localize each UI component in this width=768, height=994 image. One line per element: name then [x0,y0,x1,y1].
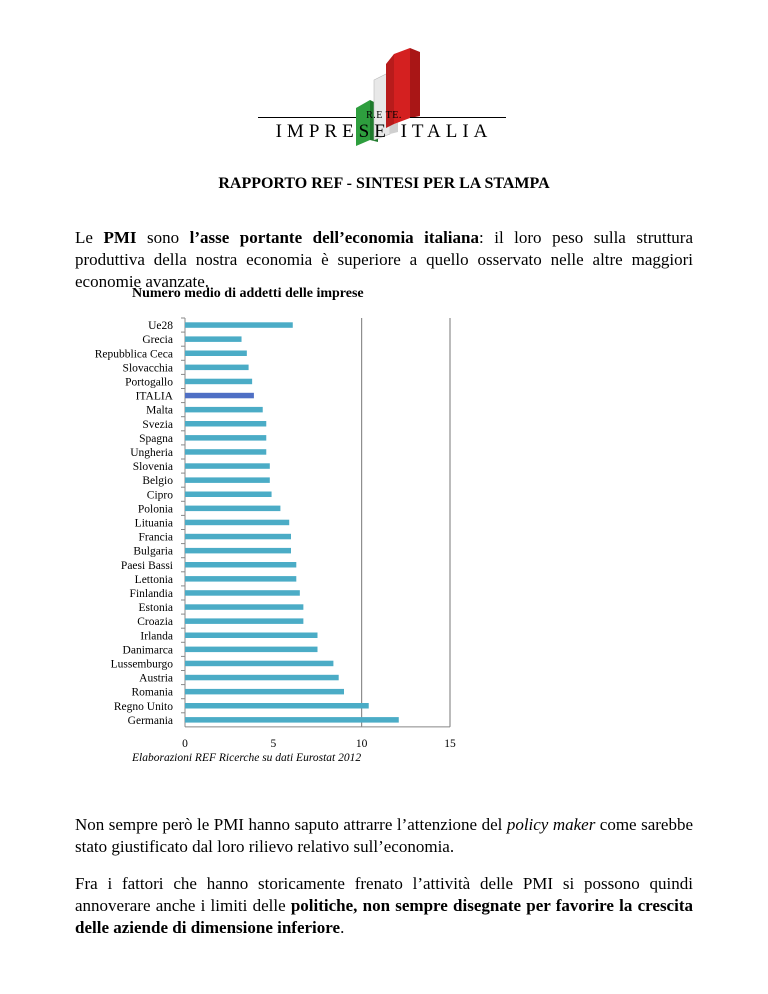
x-tick-label: 10 [355,737,368,750]
paragraph-politiche: Fra i fattori che hanno storicamente frenato l’attività delle PMI si possono quindi annoverare anche i limiti delle politiche, non sempre disegnate per favorire la crescita delle aziende di dimensione inferiore. [75,874,693,937]
document-title: RAPPORTO REF - SINTESI PER LA STAMPA [218,175,550,192]
bar-repubblica-ceca [185,351,247,357]
bar-belgio [185,477,270,483]
bar-cipro [185,492,272,498]
logo-name: IMPRESE ITALIA [275,121,493,142]
bar-slovacchia [185,365,249,371]
bar-irlanda [185,633,318,639]
emphasis-asse-portante: l’asse portante dell’economia italiana [189,228,479,247]
x-tick-label: 0 [182,737,188,750]
category-label: Romania [131,686,173,699]
bar-paesi-bassi [185,562,296,568]
bar-slovenia [185,463,270,469]
bar-svezia [185,421,266,427]
category-label: Lettonia [134,573,173,586]
category-label: Belgio [142,475,173,488]
bar-estonia [185,604,303,610]
bar-ue28 [185,322,293,328]
bar-malta [185,407,263,413]
x-tick-label: 15 [444,737,456,750]
chart-caption: Elaborazioni REF Ricerche su dati Eurostat 2012 [132,752,362,764]
category-label: Cipro [146,489,173,502]
category-label: Ungheria [130,446,173,459]
bar-chart [0,300,768,750]
category-label: Portogallo [125,376,173,389]
category-label: Paesi Bassi [120,559,173,572]
category-label: Svezia [142,418,173,431]
emphasis-policy-maker: policy maker [506,815,596,834]
bar-italia [185,393,254,399]
bar-polonia [185,506,280,512]
bar-portogallo [185,379,252,385]
category-label: ITALIA [135,390,173,403]
category-label: Estonia [138,602,173,615]
logo-superscript: R.E TE. [366,110,402,121]
category-label: Polonia [137,503,173,516]
bar-austria [185,675,339,681]
category-label: Lussemburgo [110,658,173,671]
bar-lettonia [185,576,296,582]
category-label: Irlanda [140,630,173,643]
category-label: Slovenia [132,461,173,474]
category-label: Germania [127,714,173,727]
emphasis-pmi: PMI [103,228,137,247]
bar-lussemburgo [185,661,333,667]
category-label: Malta [146,404,173,417]
category-label: Austria [139,672,173,685]
x-tick-label: 5 [270,737,277,750]
bar-bulgaria [185,548,291,554]
category-label: Ue28 [148,320,173,333]
category-label: Grecia [142,334,173,347]
bar-romania [185,689,344,695]
bar-lituania [185,520,289,526]
logo-rule-right [410,117,506,118]
bar-germania [185,717,399,723]
category-label: Spagna [139,432,173,445]
bar-ungheria [185,449,266,455]
category-label: Finlandia [129,587,173,600]
paragraph-policy-maker: Non sempre però le PMI hanno saputo attrarre l’attenzione del policy maker come sarebbe stato giustificato dal loro rilievo relativo sull’economia. [75,815,693,856]
emphasis-politiche: politiche, non sempre disegnate per favorire la crescita delle aziende di dimensione inferiore [75,896,693,937]
category-label: Repubblica Ceca [94,348,173,361]
bar-regno-unito [185,703,369,709]
category-label: Danimarca [122,644,173,657]
category-label: Bulgaria [133,545,173,558]
category-label: Lituania [134,517,173,530]
bar-francia [185,534,291,540]
category-label: Croazia [137,616,173,629]
category-label: Regno Unito [113,700,173,713]
chart-title: Numero medio di addetti delle imprese [132,286,364,301]
bar-finlandia [185,590,300,596]
bar-croazia [185,618,303,624]
bar-danimarca [185,647,318,653]
bar-spagna [185,435,266,441]
paragraph-intro: Le PMI sono l’asse portante dell’economia italiana: il loro peso sulla struttura produttiva della nostra economia è superiore a quello osservato nelle altre maggiori economie avanzate. [75,228,694,291]
category-label: Slovacchia [122,362,173,375]
category-label: Francia [138,531,173,544]
bar-grecia [185,336,242,342]
